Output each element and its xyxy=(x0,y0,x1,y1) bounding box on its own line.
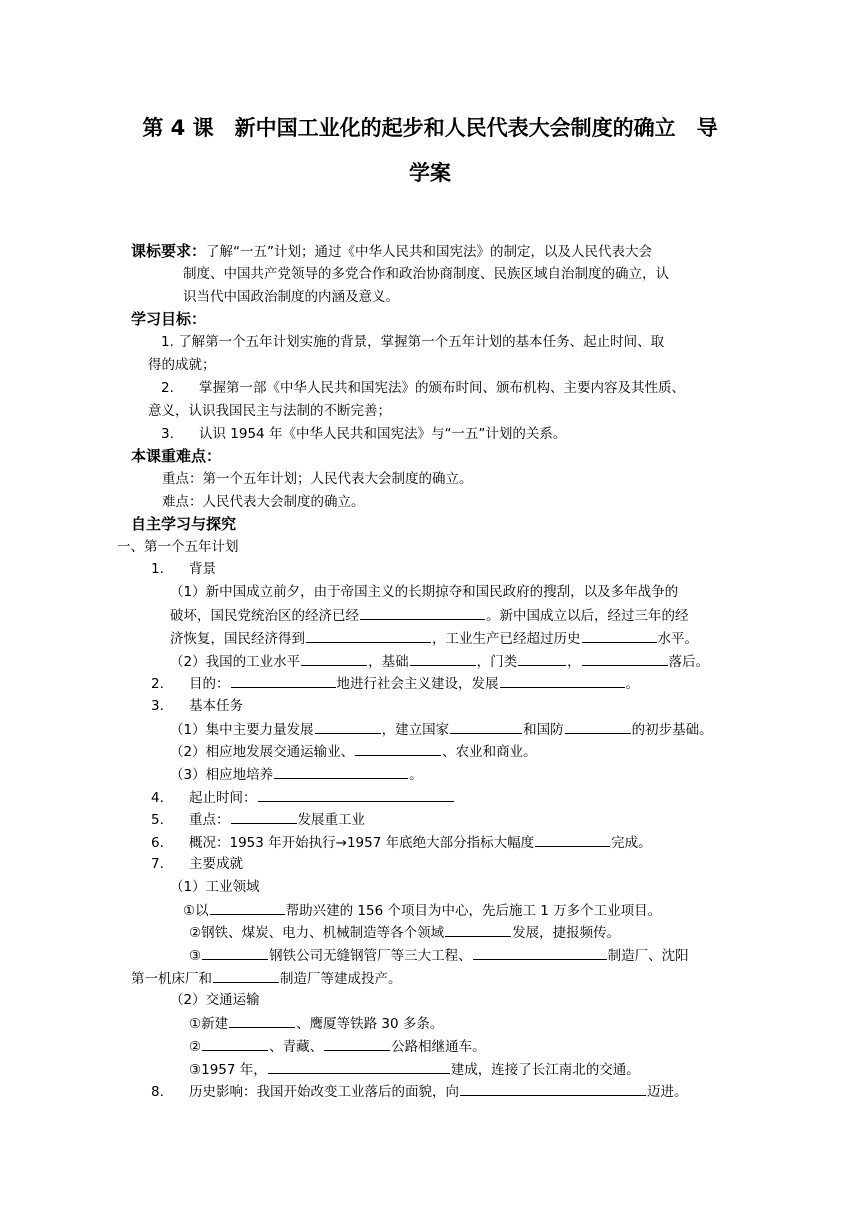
task-3-b: 。 xyxy=(409,767,423,783)
achieve-industry-1-b: 帮助兴建的 156 个项目为中心，先后施工 1 万多个工业项目。 xyxy=(285,903,662,919)
achieve-industry-3 xyxy=(189,945,689,966)
achieve-industry-heading: （1）工业领域 xyxy=(170,879,260,895)
nandian-label: 本课重难点 xyxy=(131,447,207,465)
task-3-line xyxy=(170,764,423,785)
achieve-transport-1-a: ①新建 xyxy=(189,1016,229,1032)
blank-historical-impact[interactable] xyxy=(460,1081,646,1096)
mubiao-label: 学习目标 xyxy=(131,310,192,328)
item-7-text: 主要成就 xyxy=(189,856,243,872)
blank-task-national[interactable] xyxy=(450,719,522,734)
task-1-line xyxy=(170,719,713,740)
achieve-transport-3 xyxy=(189,1059,640,1080)
item-8-number: 8. xyxy=(151,1084,164,1100)
achieve-industry-4-b: 制造厂等建成投产。 xyxy=(280,971,402,987)
item-6 xyxy=(151,832,652,853)
kebiao-line-1: 课标要求：了解“一五”计划；通过《中华人民共和国宪法》的制定，以及人民代表大会 xyxy=(131,242,653,260)
mubiao-heading: 学习目标： xyxy=(131,310,207,328)
task-2-line xyxy=(170,741,537,762)
item-2 xyxy=(151,673,639,694)
task-2-b: 、农业和商业。 xyxy=(442,744,537,760)
blank-task-defense[interactable] xyxy=(565,719,631,734)
item-7-number: 7. xyxy=(151,856,164,872)
task-1-a: （1）集中主要力量发展 xyxy=(170,722,314,738)
item-2-c: 。 xyxy=(625,676,639,692)
bg-2-d: ， xyxy=(567,654,581,670)
goal-3-text: 认识 1954 年《中华人民共和国宪法》与“一五”计划的关系。 xyxy=(199,426,567,442)
bg-1-line-2 xyxy=(170,605,689,626)
bg-1-line-3-c: 水平。 xyxy=(657,631,698,647)
achieve-industry-1 xyxy=(183,900,661,921)
achieve-transport-1-b: 、鹰厦等铁路 30 多条。 xyxy=(296,1016,444,1032)
kebiao-label: 课标要求 xyxy=(131,242,192,260)
achieve-industry-3-c: 制造厂、沈阳 xyxy=(607,948,689,964)
bg-2-e: 落后。 xyxy=(668,654,710,670)
item-2-b: 地进行社会主义建设，发展 xyxy=(336,676,499,692)
goal-2-line-2: 意义，认识我国民主与法制的不断完善； xyxy=(148,403,391,419)
achieve-industry-3-a: ③ xyxy=(189,948,202,964)
kebiao-line-3: 识当代中国政治制度的内涵及意义。 xyxy=(183,289,399,305)
item-2-number: 2. xyxy=(151,676,164,692)
item-1-text: 背景 xyxy=(189,561,216,577)
blank-field-development[interactable] xyxy=(445,922,511,937)
goal-3-number: 3. xyxy=(161,426,174,442)
blank-categories[interactable] xyxy=(518,651,566,666)
blank-focus[interactable] xyxy=(231,809,297,824)
achieve-industry-1-a: ①以 xyxy=(183,903,209,919)
item-1-number: 1. xyxy=(151,561,164,577)
achieve-industry-2-b: 发展，捷报频传。 xyxy=(512,925,621,941)
achieve-transport-2-c: 公路相继通车。 xyxy=(391,1039,486,1055)
achieve-transport-2-b: 、青藏、 xyxy=(269,1039,324,1055)
bg-2-c: ，门类 xyxy=(476,654,518,670)
blank-railway[interactable] xyxy=(229,1013,295,1028)
blank-highway-2[interactable] xyxy=(324,1036,390,1051)
page-title-continued: 学案 xyxy=(409,161,451,185)
achieve-industry-2 xyxy=(189,922,620,943)
achieve-industry-3-b: 钢铁公司无缝钢管厂等三大工程、 xyxy=(269,948,472,964)
bg-2-a: （2）我国的工业水平 xyxy=(170,654,301,670)
blank-purpose-1[interactable] xyxy=(231,673,336,688)
blank-task-cultivate[interactable] xyxy=(274,764,408,779)
item-5-a: 重点： xyxy=(189,812,230,828)
zizhu-heading: 自主学习与探究 xyxy=(131,515,237,533)
task-1-c: 和国防 xyxy=(523,722,564,738)
goal-1-line-2: 得的成就； xyxy=(148,357,216,373)
achieve-transport-heading: （2）交通运输 xyxy=(170,992,260,1008)
item-3-text: 基本任务 xyxy=(189,698,243,714)
achieve-transport-3-a: ③1957 年， xyxy=(189,1062,267,1078)
item-2-a: 目的： xyxy=(189,676,230,692)
item-3 xyxy=(151,696,243,716)
blank-help-country[interactable] xyxy=(210,900,285,915)
bg-2-b: ，基础 xyxy=(368,654,409,670)
blank-backward[interactable] xyxy=(582,651,668,666)
item-6-number: 6. xyxy=(151,835,164,851)
bg-1-line-3-b: ，工业生产已经超过历史 xyxy=(432,631,581,647)
page-title: 第 4 课 新中国工业化的起步和人民代表大会制度的确立 导 xyxy=(142,116,718,140)
achieve-industry-2-a: ②钢铁、煤炭、电力、机械制造等各个领域 xyxy=(189,925,445,941)
achieve-transport-2 xyxy=(189,1036,486,1057)
blank-history-level[interactable] xyxy=(582,628,657,643)
nandian-heading: 本课重难点： xyxy=(131,447,222,465)
item-6-b: 完成。 xyxy=(611,835,652,851)
blank-time-span[interactable] xyxy=(258,787,454,802)
bg-1-line-2-b: 。新中国成立以后，经过三年的经 xyxy=(486,608,689,624)
kebiao-line-2: 制度、中国共产党领导的多党合作和政治协商制度、民族区域自治制度的确立，认 xyxy=(183,266,669,282)
blank-bridge[interactable] xyxy=(268,1059,450,1074)
blank-purpose-2[interactable] xyxy=(500,673,625,688)
item-5-b: 发展重工业 xyxy=(297,812,365,828)
item-4-number: 4. xyxy=(151,790,164,806)
difficult-point: 难点：人民代表大会制度的确立。 xyxy=(162,494,365,510)
blank-economy-state[interactable] xyxy=(360,605,485,620)
achieve-industry-4-a: 第一机床厂和 xyxy=(131,971,212,987)
achieve-industry-4 xyxy=(131,968,402,989)
task-1-b: ，建立国家 xyxy=(381,722,450,738)
item-8-b: 迈进。 xyxy=(647,1084,688,1100)
key-point: 重点：第一个五年计划；人民代表大会制度的确立。 xyxy=(162,471,473,487)
goal-3-line xyxy=(161,424,566,444)
goal-2-text: 掌握第一部《中华人民共和国宪法》的颁布时间、颁布机构、主要内容及其性质、 xyxy=(199,380,685,396)
blank-steel-company[interactable] xyxy=(202,945,268,960)
item-5-number: 5. xyxy=(151,812,164,828)
part-1-heading: 一、第一个五年计划 xyxy=(117,539,239,555)
task-3-a: （3）相应地培养 xyxy=(170,767,274,783)
blank-task-industry[interactable] xyxy=(315,719,381,734)
blank-economy-recovery[interactable] xyxy=(306,628,431,643)
item-8 xyxy=(151,1081,688,1102)
goal-1-line-1: 1. 了解第一个五年计划实施的背景，掌握第一个五年计划的基本任务、起止时间、取 xyxy=(161,334,665,350)
task-2-a: （2）相应地发展交通运输业、 xyxy=(170,744,355,760)
goal-2-number: 2. xyxy=(161,380,174,396)
blank-industry-level[interactable] xyxy=(301,651,367,666)
item-5 xyxy=(151,809,365,830)
item-1 xyxy=(151,559,216,579)
item-4 xyxy=(151,787,455,808)
item-7 xyxy=(151,854,243,874)
achieve-transport-1 xyxy=(189,1013,443,1034)
goal-2-line-1 xyxy=(161,378,685,398)
item-4-text: 起止时间： xyxy=(189,790,257,806)
bg-1-line-3-a: 济恢复，国民经济得到 xyxy=(170,631,305,647)
blank-foundation[interactable] xyxy=(410,651,476,666)
blank-task-transport[interactable] xyxy=(355,741,441,756)
bg-1-line-1: （1）新中国成立前夕，由于帝国主义的长期掠夺和国民政府的搜刮，以及多年战争的 xyxy=(170,584,679,600)
achieve-transport-3-b: 建成，连接了长江南北的交通。 xyxy=(450,1062,640,1078)
kebiao-text-1: 了解“一五”计划；通过《中华人民共和国宪法》的制定，以及人民代表大会 xyxy=(206,244,653,260)
blank-highway-1[interactable] xyxy=(202,1036,268,1051)
blank-factory-2[interactable] xyxy=(213,968,279,983)
item-3-number: 3. xyxy=(151,698,164,714)
bg-1-line-3 xyxy=(170,628,698,649)
achieve-transport-2-a: ② xyxy=(189,1039,202,1055)
item-6-a: 概况：1953 年开始执行→1957 年底绝大部分指标大幅度 xyxy=(189,835,535,851)
task-1-d: 的初步基础。 xyxy=(631,722,713,738)
bg-2-line xyxy=(170,651,709,672)
item-8-a: 历史影响：我国开始改变工业落后的面貌，向 xyxy=(189,1084,459,1100)
blank-factory-1[interactable] xyxy=(473,945,607,960)
blank-overview[interactable] xyxy=(535,832,610,847)
bg-1-line-2-a: 破坏，国民党统治区的经济已经 xyxy=(170,608,359,624)
